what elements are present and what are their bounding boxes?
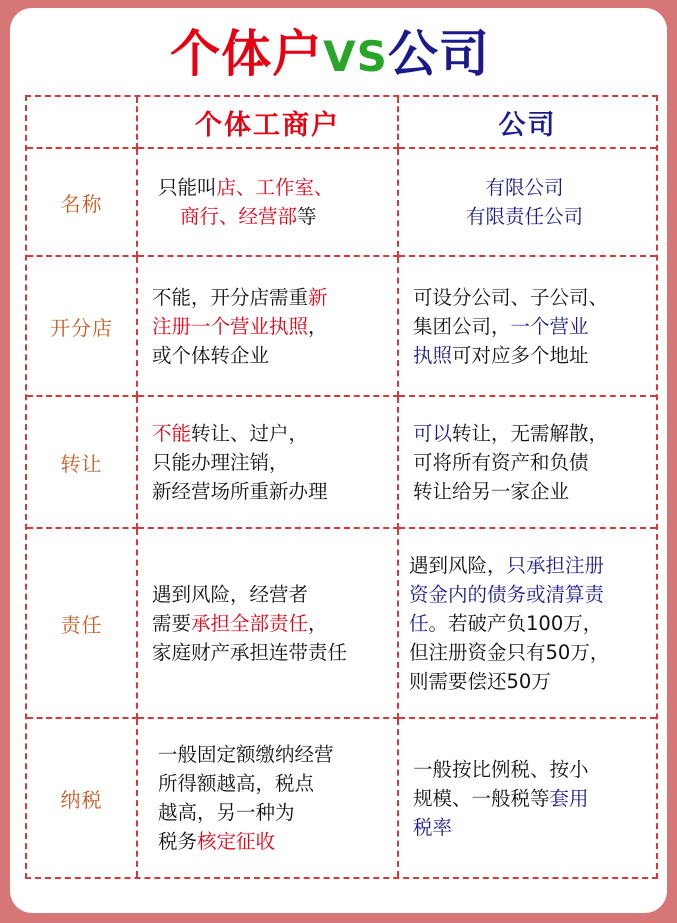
title-individual: 个体户 [170,25,324,83]
header-corner [27,97,138,149]
text: 转让、过户， [191,421,309,445]
highlight: 不能 [152,421,192,445]
text: 或个体转企业 [152,343,270,367]
text: 家庭财产承担连带责任 [152,640,348,664]
highlight: 一个营业 [510,314,589,338]
page-title [10,22,650,89]
name-company-cell [399,149,656,257]
name-individual-cell [138,149,399,257]
highlight: 承担全部责任 [191,611,309,635]
header-individual: 个体工商户 [138,97,399,149]
text: 有限公司 [485,176,564,199]
transfer-company-cell [399,397,656,529]
text: 遇到风险，经营者 [152,582,309,606]
comparison-table [25,95,658,879]
tax-company-cell [399,719,656,877]
highlight: 新 [308,285,328,309]
branch-company-cell [399,257,656,397]
text: 一般固定额缴纳经营 [158,743,334,766]
text: 有限责任公司 [465,205,583,228]
highlight: 执照 [413,343,453,367]
text: 集团公司， [413,314,511,338]
text: 遇到风险， [409,553,507,577]
row-label-branch: 开分店 [27,257,138,397]
branch-individual-cell [138,257,399,397]
title-company: 公司 [387,25,490,83]
text: 则需要偿还50万 [409,669,551,693]
row-label-transfer: 转让 [27,397,138,529]
text: 新经营场所重新办理 [152,479,328,503]
text: 不能，开分店需重 [152,285,309,309]
highlight: 任 [409,611,429,635]
highlight: 核定征收 [197,830,276,853]
text: 可将所有资产和负债 [413,450,589,474]
text: 可对应多个地址 [452,343,589,367]
header-company: 公司 [399,97,656,149]
text: 可设分公司、子公司、 [413,285,609,309]
liability-company-cell [399,529,656,719]
text: 。若破产负100万， [428,611,603,635]
text: 一般按比例税、按小 [413,757,589,781]
liability-individual-cell [138,529,399,719]
text: ， [308,314,328,338]
text: 等 [297,205,317,228]
text: 需要 [152,611,192,635]
text: 转让，无需解散， [452,421,609,445]
text: 只能办理注销， [152,450,289,474]
comparison-card [10,8,667,913]
text: 税务 [158,830,198,853]
text: 转让给另一家企业 [413,479,570,503]
row-label-liability: 责任 [27,529,138,719]
tax-individual-cell [138,719,399,877]
highlight: 套用 [549,786,589,810]
highlight: 可以 [413,421,453,445]
text: 但注册资金只有50万， [409,640,610,664]
text: 规模、一般税等 [413,786,550,810]
highlight: 只承担注册 [506,553,605,577]
text: ， [308,611,328,635]
text: 只能叫 [158,176,217,199]
highlight: 资金内的债务或清算责 [409,582,605,606]
title-vs: VS [323,32,388,81]
row-label-name: 名称 [27,149,138,257]
highlight: 注册一个营业执照 [152,314,309,338]
highlight: 税率 [413,815,453,839]
text: 越高，另一种为 [158,801,295,824]
row-label-tax: 纳税 [27,719,138,877]
highlight: 商行、经营部 [180,205,298,228]
transfer-individual-cell [138,397,399,529]
highlight: 店、工作室、 [216,176,334,199]
text: 所得额越高，税点 [158,772,315,795]
